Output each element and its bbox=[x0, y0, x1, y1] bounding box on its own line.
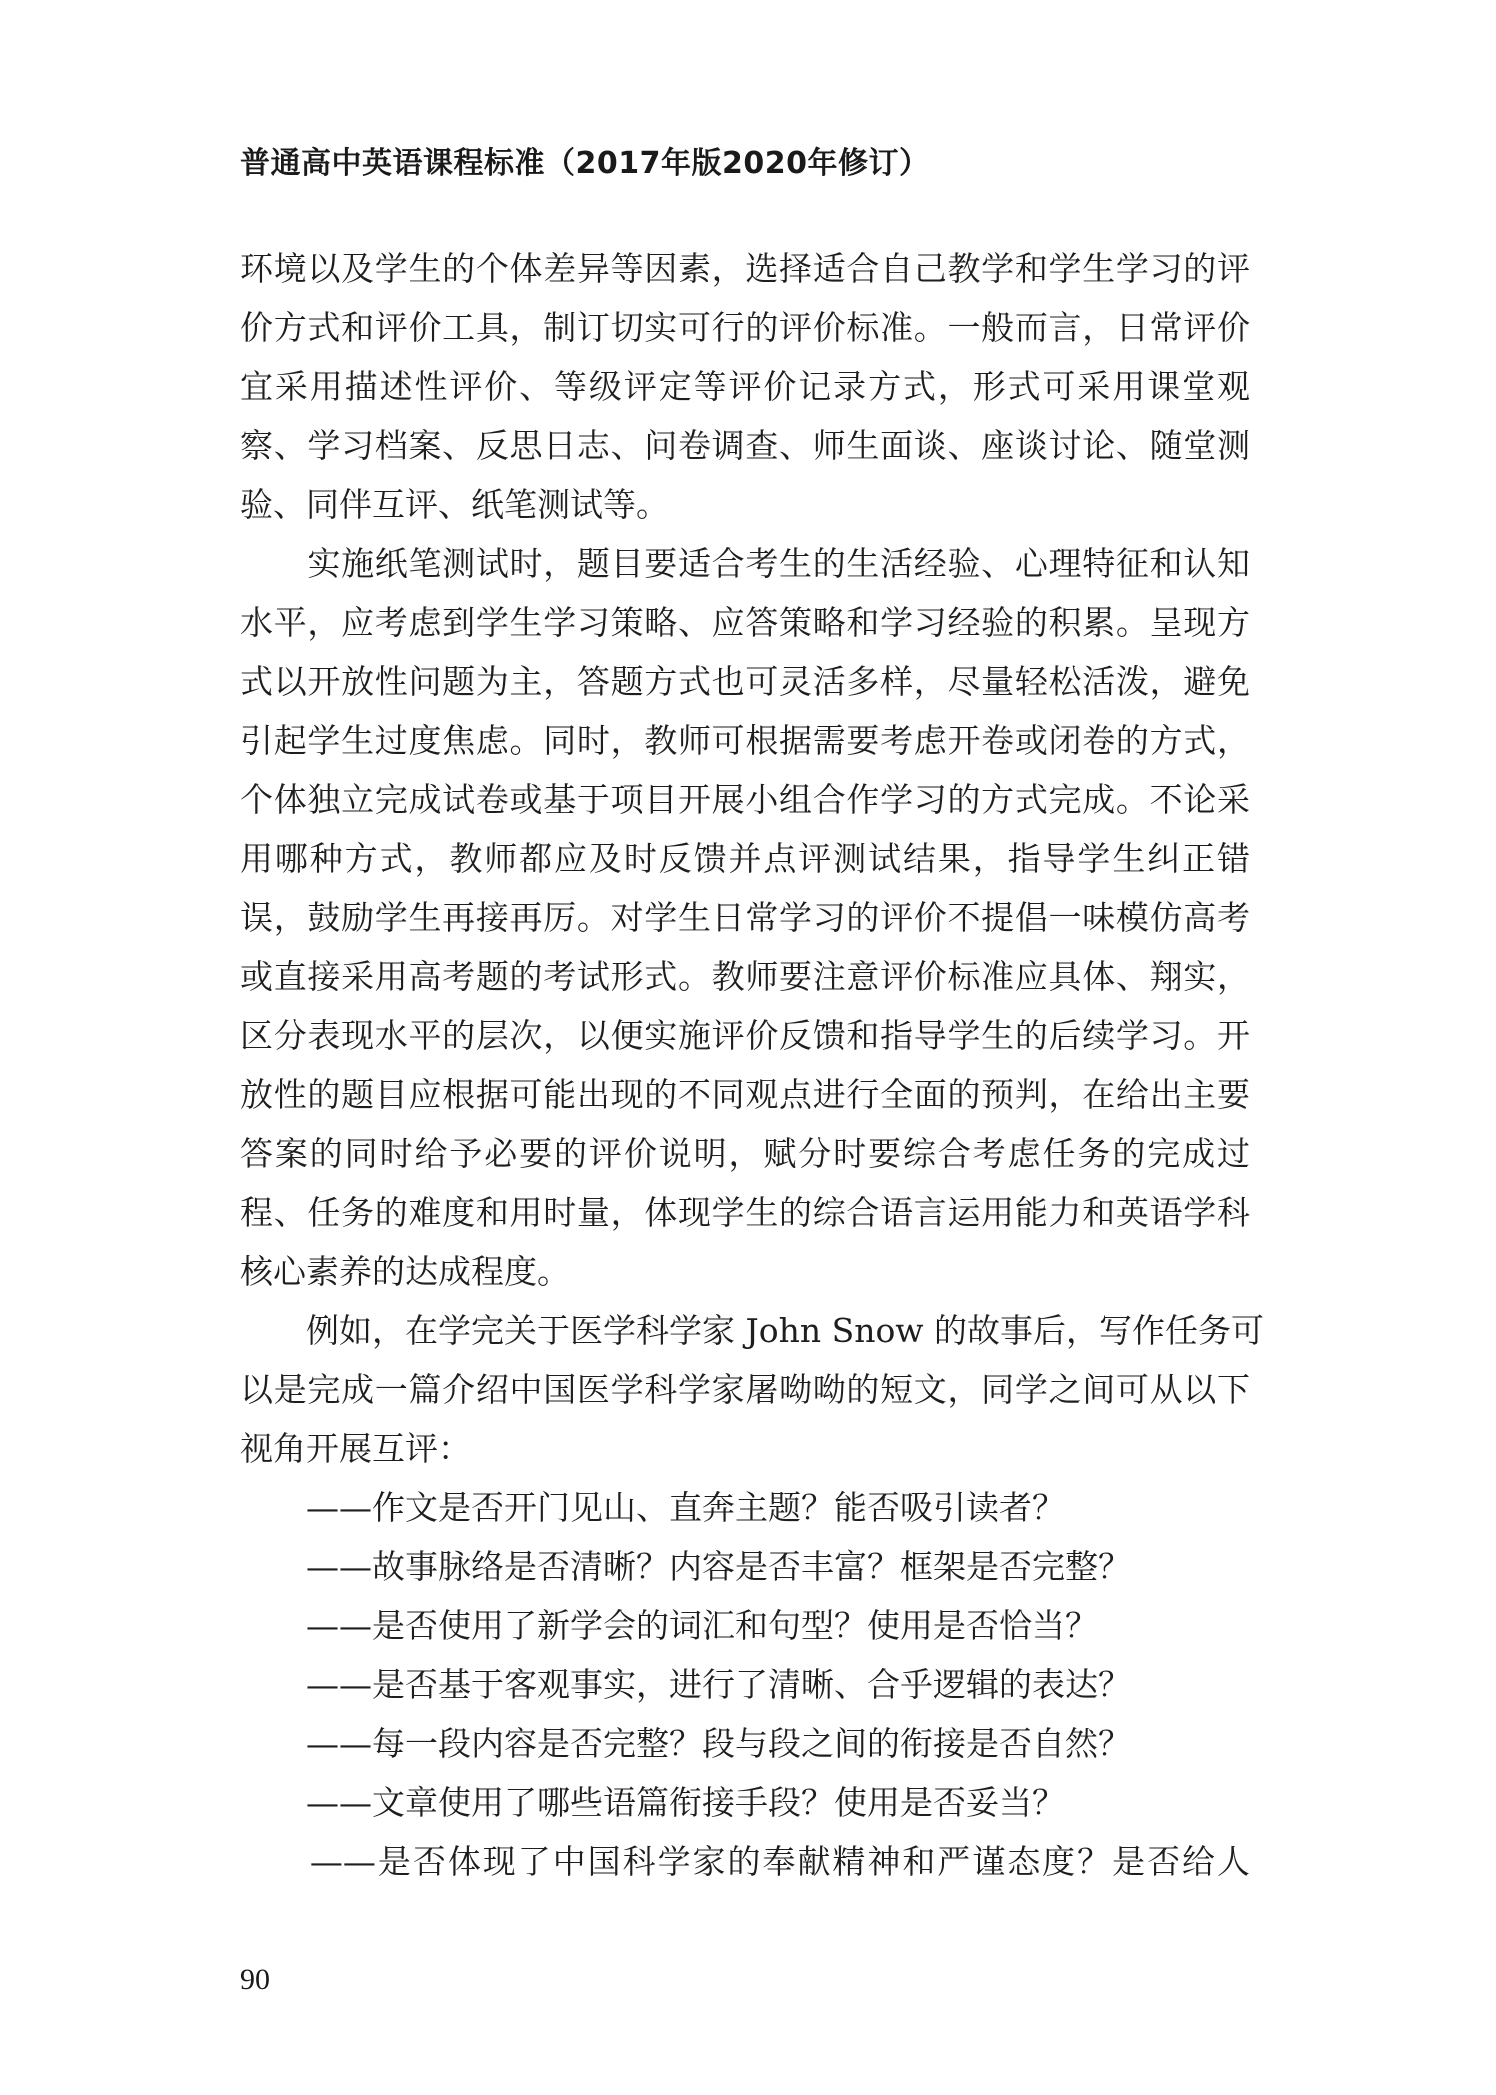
text-line: 验、同伴互评、纸笔测试等。 bbox=[240, 485, 669, 524]
text-line: ——故事脉络是否清晰？内容是否丰富？框架是否完整？ bbox=[240, 1547, 1131, 1586]
text-line: 程、任务的难度和用时量，体现学生的综合语言运用能力和英语学科 bbox=[240, 1193, 1250, 1232]
text-line: 以是完成一篇介绍中国医学科学家屠呦呦的短文，同学之间可从以下 bbox=[240, 1370, 1250, 1409]
text-line: 宜采用描述性评价、等级评定等评价记录方式，形式可采用课堂观 bbox=[240, 367, 1250, 406]
text-line: 实施纸笔测试时，题目要适合考生的生活经验、心理特征和认知 bbox=[240, 544, 1250, 583]
text-line: 视角开展互评： bbox=[240, 1429, 471, 1468]
text-line: 价方式和评价工具，制订切实可行的评价标准。一般而言，日常评价 bbox=[240, 308, 1250, 347]
text-line: ——是否使用了新学会的词汇和句型？使用是否恰当？ bbox=[240, 1606, 1098, 1645]
text-line: 引起学生过度焦虑。同时，教师可根据需要考虑开卷或闭卷的方式， bbox=[240, 721, 1250, 760]
text-line: 用哪种方式，教师都应及时反馈并点评测试结果，指导学生纠正错 bbox=[240, 839, 1250, 878]
running-header: 普通高中英语课程标准（2017年版2020年修订） bbox=[240, 146, 930, 181]
text-line: ——每一段内容是否完整？段与段之间的衔接是否自然？ bbox=[240, 1724, 1131, 1763]
text-line: ——作文是否开门见山、直奔主题？能否吸引读者？ bbox=[240, 1488, 1065, 1527]
text-line: ——文章使用了哪些语篇衔接手段？使用是否妥当？ bbox=[240, 1783, 1065, 1822]
text-line: 放性的题目应根据可能出现的不同观点进行全面的预判，在给出主要 bbox=[240, 1075, 1250, 1114]
text-line: 或直接采用高考题的考试形式。教师要注意评价标准应具体、翔实， bbox=[240, 957, 1250, 996]
text-line: 水平，应考虑到学生学习策略、应答策略和学习经验的积累。呈现方 bbox=[240, 603, 1250, 642]
text-line: 核心素养的达成程度。 bbox=[240, 1252, 570, 1291]
text-line: 区分表现水平的层次，以便实施评价反馈和指导学生的后续学习。开 bbox=[240, 1016, 1250, 1055]
text-line: 误，鼓励学生再接再厉。对学生日常学习的评价不提倡一味模仿高考 bbox=[240, 898, 1250, 937]
text-line: ——是否体现了中国科学家的奉献精神和严谨态度？是否给人 bbox=[240, 1842, 1250, 1881]
text-line: 察、学习档案、反思日志、问卷调查、师生面谈、座谈讨论、随堂测 bbox=[240, 426, 1250, 465]
text-line: 例如，在学完关于医学科学家 John Snow 的故事后，写作任务可 bbox=[240, 1311, 1265, 1350]
page-number: 90 bbox=[240, 1963, 270, 1996]
text-line: ——是否基于客观事实，进行了清晰、合乎逻辑的表达？ bbox=[240, 1665, 1131, 1704]
body-text bbox=[240, 239, 1265, 1891]
text-line: 个体独立完成试卷或基于项目开展小组合作学习的方式完成。不论采 bbox=[240, 780, 1250, 819]
text-line: 答案的同时给予必要的评价说明，赋分时要综合考虑任务的完成过 bbox=[240, 1134, 1250, 1173]
text-line: 环境以及学生的个体差异等因素，选择适合自己教学和学生学习的评 bbox=[240, 249, 1250, 288]
text-line: 式以开放性问题为主，答题方式也可灵活多样，尽量轻松活泼，避免 bbox=[240, 662, 1250, 701]
